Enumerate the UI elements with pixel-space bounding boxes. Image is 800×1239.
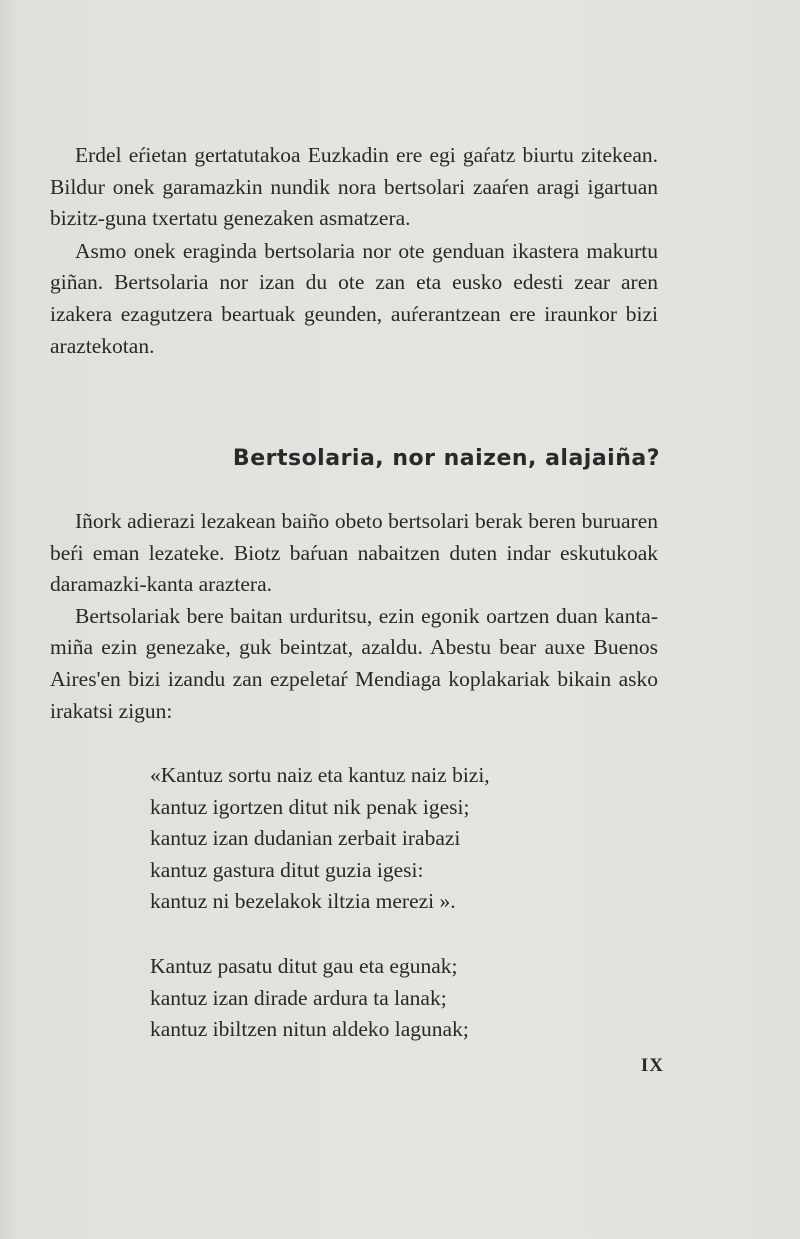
intro-paragraph-2: Asmo onek eraginda bertsolaria nor ote genduan ikastera makurtu giñan. Bertsolaria nor izan du ote zan eta eusko edesti zear aren izakera ezagutzera beartuak geunden, auŕerantzean ere iraunkor bizi araztekotan.: [50, 238, 658, 358]
intro-text: [50, 140, 658, 362]
verse-stanza-1: [150, 760, 650, 918]
body-text: [50, 506, 658, 727]
verse-line: kantuz izan dudanian zerbait irabazi: [150, 826, 461, 851]
verse-line: kantuz igortzen ditut nik penak igesi;: [150, 794, 470, 819]
verse-stanza-2: [150, 951, 650, 1046]
verse-line: kantuz izan dirade ardura ta lanak;: [150, 985, 447, 1010]
page-number: IX: [640, 1055, 664, 1076]
verse-line: «Kantuz sortu naiz eta kantuz naiz bizi,: [150, 763, 490, 787]
verse-line: Kantuz pasatu ditut gau eta egunak;: [150, 954, 458, 978]
section-heading: Bertsolaria, nor naizen, alajaiña?: [232, 446, 660, 471]
verse-line: kantuz gastura ditut guzia igesi:: [150, 857, 424, 882]
verse-line: kantuz ni bezelakok iltzia merezi ».: [150, 889, 456, 914]
body-paragraph-2: Bertsolariak bere baitan urduritsu, ezin egonik oartzen duan kanta-miña ezin genezake, guk beintzat, azaldu. Abestu bear auxe Buenos Aires'en bizi izandu zan ezpeletaŕ Mendiaga koplakariak bikain asko irakatsi zigun:: [50, 603, 658, 723]
intro-paragraph-1: Erdel eŕietan gertatutakoa Euzkadin ere egi gaŕatz biurtu zitekean. Bildur onek garamazkin nundik nora bertsolari zaaŕen aragi igartuan bizitz-guna txertatu genezaken asmatzera.: [50, 143, 658, 231]
body-paragraph-1: Iñork adierazi lezakean baiño obeto bertsolari berak beren buruaren beŕi eman lezateke. Biotz baŕuan nabaitzen duten indar eskutukoak daramazki-kanta araztera.: [50, 509, 658, 597]
verse-line: kantuz ibiltzen nitun aldeko lagunak;: [150, 1017, 469, 1042]
